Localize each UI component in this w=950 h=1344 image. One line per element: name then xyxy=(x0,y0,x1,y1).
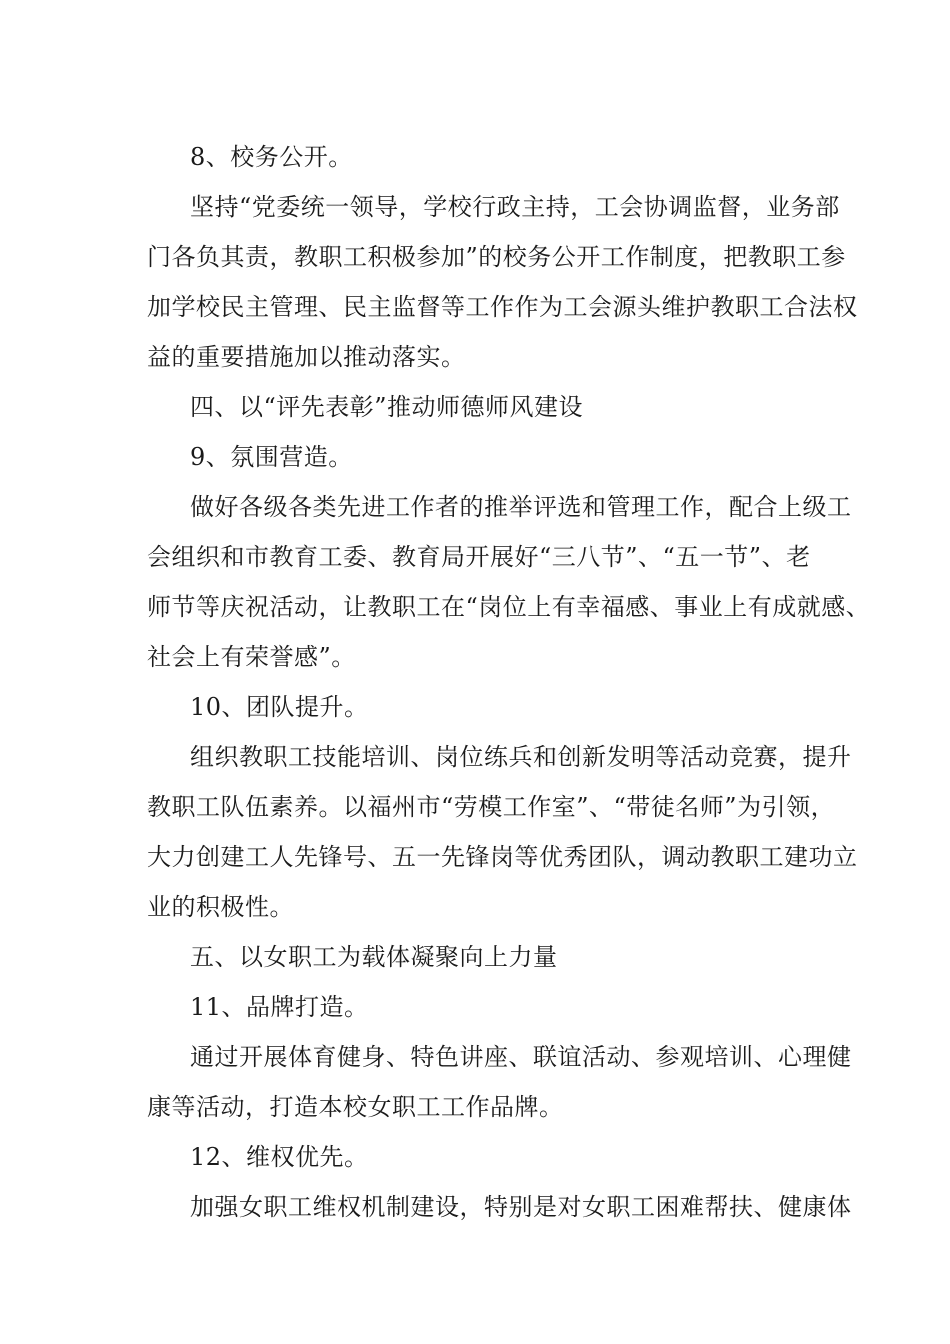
chapter-heading: 五、以女职工为载体凝聚向上力量 xyxy=(190,943,558,971)
paragraph-line: 加强女职工维权机制建设，特别是对女职工困难帮扶、健康体 xyxy=(190,1193,852,1221)
paragraph-line: 师节等庆祝活动，让教职工在“岗位上有幸福感、事业上有成就感、 xyxy=(147,593,871,621)
paragraph-line: 大力创建工人先锋号、五一先锋岗等优秀团队，调动教职工建功立 xyxy=(147,843,858,871)
paragraph-line: 做好各级各类先进工作者的推举评选和管理工作，配合上级工 xyxy=(190,493,852,521)
section-heading: 10、团队提升。 xyxy=(190,693,369,721)
paragraph-line: 益的重要措施加以推动落实。 xyxy=(147,343,466,371)
chapter-heading: 四、以“评先表彰”推动师德师风建设 xyxy=(190,393,584,421)
paragraph-line: 组织教职工技能培训、岗位练兵和创新发明等活动竞赛，提升 xyxy=(190,743,852,771)
paragraph-line: 加学校民主管理、民主监督等工作作为工会源头维护教职工合法权 xyxy=(147,293,858,321)
paragraph-line: 教职工队伍素养。以福州市“劳模工作室”、“带徒名师”为引领， xyxy=(147,793,836,821)
paragraph-line: 坚持“党委统一领导，学校行政主持，工会协调监督，业务部 xyxy=(190,193,840,221)
paragraph-line: 会组织和市教育工委、教育局开展好“三八节”、“五一节”、老 xyxy=(147,543,811,571)
paragraph-line: 通过开展体育健身、特色讲座、联谊活动、参观培训、心理健 xyxy=(190,1043,852,1071)
section-heading: 8、校务公开。 xyxy=(190,143,353,171)
paragraph-line: 门各负其责，教职工积极参加”的校务公开工作制度，把教职工参 xyxy=(147,243,846,271)
section-heading: 9、氛围营造。 xyxy=(190,443,353,471)
section-heading: 12、维权优先。 xyxy=(190,1143,369,1171)
paragraph-line: 社会上有荣誉感”。 xyxy=(147,643,356,671)
paragraph-line: 康等活动，打造本校女职工工作品牌。 xyxy=(147,1093,564,1121)
section-heading: 11、品牌打造。 xyxy=(190,993,369,1021)
paragraph-line: 业的积极性。 xyxy=(147,893,294,921)
